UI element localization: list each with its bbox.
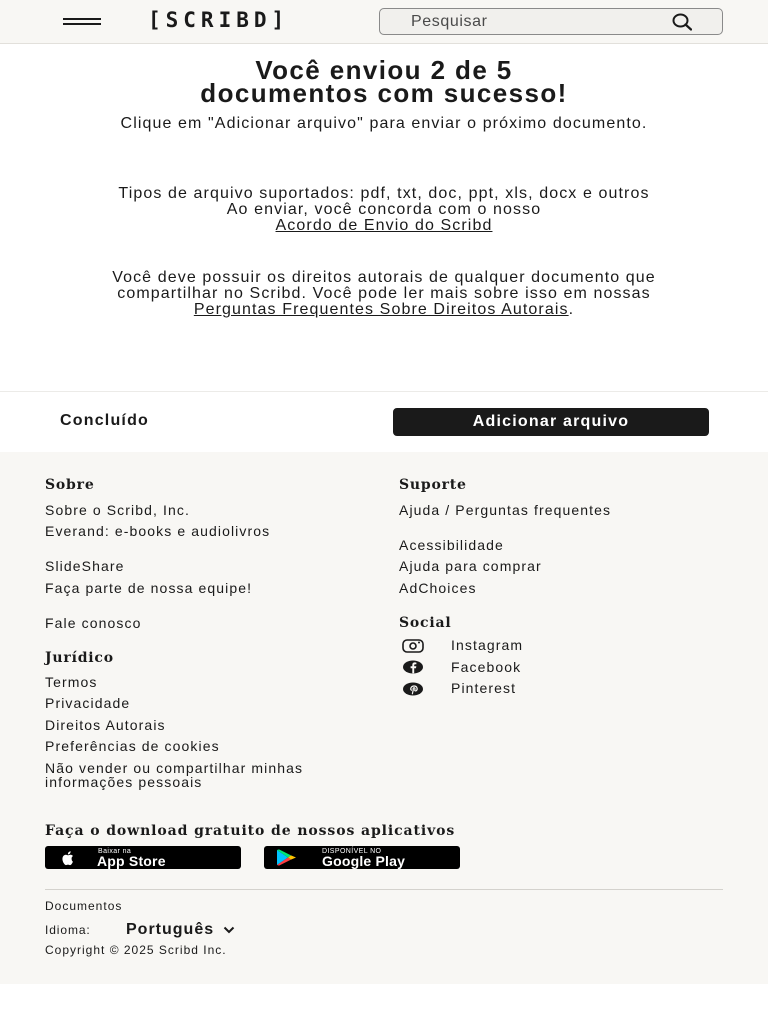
apple-icon (60, 850, 74, 866)
search-icon[interactable] (672, 13, 692, 31)
action-bar (0, 392, 768, 452)
scribd-logo[interactable]: [SCRIBD] (148, 8, 290, 32)
supported-types: Tipos de arquivo suportados: pdf, txt, doc, ppt, xls, docx e outros (118, 185, 650, 202)
copyright-notice: Você deve possuir os direitos autorais de qualquer documento que compartilhar no Scribd. Você pode ler mais sobre isso em nossas (112, 269, 656, 302)
language-selector[interactable] (126, 921, 235, 939)
search-input[interactable] (411, 11, 671, 33)
footer-link-about-scribd[interactable]: Sobre o Scribd, Inc. (45, 502, 190, 518)
footer-link-pinterest[interactable]: Pinterest (451, 680, 517, 696)
footer-link-do-not-sell[interactable]: Não vender ou compartilhar minhas informações pessoais (45, 760, 304, 790)
app-store-small-text: Baixar na (98, 848, 132, 855)
footer-link-cookie-preferences[interactable]: Preferências de cookies (45, 738, 220, 754)
footer-link-accessibility[interactable]: Acessibilidade (399, 537, 504, 553)
instruction-text: Clique em "Adicionar arquivo" para enviar o próximo documento. (120, 115, 648, 132)
app-store-badge[interactable] (45, 846, 241, 869)
google-play-small-text: DISPONÍVEL NO (322, 848, 382, 855)
google-play-badge[interactable] (264, 846, 460, 869)
copyright-faq-link[interactable]: Perguntas Frequentes Sobre Direitos Autorais (193, 301, 569, 318)
footer-heading-legal: Jurídico (45, 650, 114, 666)
footer-link-purchase-help[interactable]: Ajuda para comprar (399, 558, 542, 574)
documents-link[interactable]: Documentos (45, 899, 123, 913)
google-play-icon (275, 849, 299, 866)
footer-link-privacy[interactable]: Privacidade (45, 695, 131, 711)
page-title (40, 55, 728, 108)
upload-agreement-link[interactable]: Acordo de Envio do Scribd (275, 217, 493, 234)
language-label: Idioma: (45, 923, 91, 937)
footer-link-copyright[interactable]: Direitos Autorais (45, 717, 166, 733)
copyright-notice-text (80, 270, 688, 318)
footer-heading-about: Sobre (45, 477, 95, 493)
footer-link-slideshare[interactable]: SlideShare (45, 558, 125, 574)
copyright-notice-period: . (568, 301, 575, 318)
supported-types-text (80, 186, 688, 234)
language-value: Português (126, 921, 215, 938)
search-box (379, 8, 723, 35)
footer-link-careers[interactable]: Faça parte de nossa equipe! (45, 580, 253, 596)
footer-heading-support: Suporte (399, 477, 467, 493)
site-footer (0, 452, 768, 984)
app-store-text: App Store (97, 853, 166, 869)
instagram-icon (402, 639, 424, 653)
footer-heading-social: Social (399, 615, 452, 631)
chevron-down-icon (223, 926, 235, 934)
add-file-button[interactable]: Adicionar arquivo (393, 408, 709, 436)
footer-link-help-faq[interactable]: Ajuda / Perguntas frequentes (399, 502, 612, 518)
title-line-1: Você enviou 2 de 5 (255, 55, 513, 85)
upload-success-panel (0, 44, 768, 392)
done-button[interactable]: Concluído (60, 412, 150, 429)
footer-link-facebook[interactable]: Facebook (451, 659, 522, 675)
google-play-text: Google Play (322, 853, 406, 869)
agreement-prefix: Ao enviar, você concorda com o nosso (226, 201, 542, 218)
top-header (0, 0, 768, 44)
footer-link-everand[interactable]: Everand: e-books e audiolivros (45, 523, 271, 539)
footer-divider (45, 889, 723, 890)
footer-link-contact[interactable]: Fale conosco (45, 615, 142, 631)
footer-link-instagram[interactable]: Instagram (451, 637, 524, 653)
title-line-2: documentos com sucesso! (200, 78, 568, 108)
hamburger-menu-icon[interactable] (63, 14, 101, 28)
facebook-icon (402, 660, 424, 674)
apps-heading: Faça o download gratuito de nossos aplicativos (45, 823, 456, 839)
copyright-text: Copyright © 2025 Scribd Inc. (45, 943, 227, 957)
footer-link-adchoices[interactable]: AdChoices (399, 580, 477, 596)
pinterest-icon (402, 682, 424, 696)
footer-link-terms[interactable]: Termos (45, 674, 98, 690)
